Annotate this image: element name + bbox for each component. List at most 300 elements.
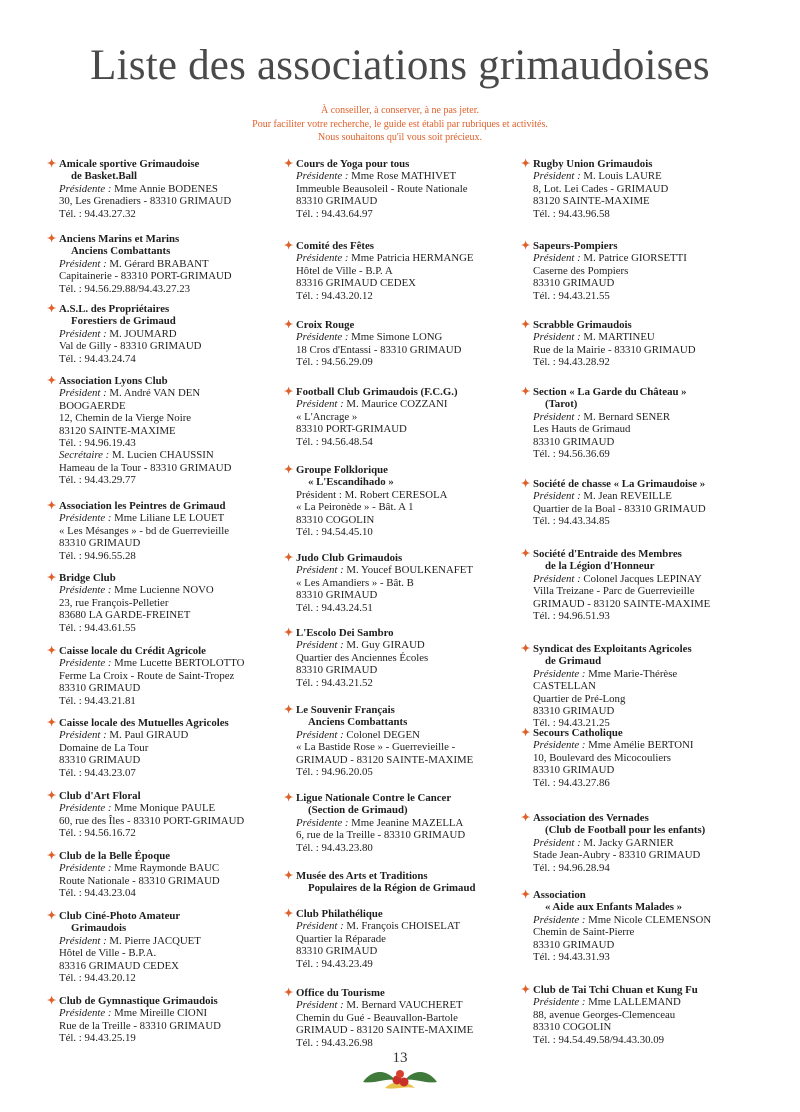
association-name-text: Rugby Union Grimaudois	[533, 158, 653, 170]
association-name-line: (Tarot)	[545, 398, 578, 411]
association-name	[284, 627, 518, 639]
association-name-text: Club de Gymnastique Grimaudois	[59, 995, 218, 1007]
role-label: Secrétaire :	[59, 449, 110, 462]
association-name-text: Club Ciné-Photo Amateur	[59, 910, 181, 922]
role-label: Président :	[59, 327, 107, 340]
association-name-text: Syndicat des Exploitants Agricoles	[533, 643, 692, 655]
association-name-text: Office du Tourisme	[296, 987, 385, 999]
association-name	[47, 717, 279, 729]
association-name	[521, 889, 753, 901]
association-name-text: Sapeurs-Pompiers	[533, 240, 618, 252]
association-name-text: Association	[533, 889, 586, 901]
address-line: Tél. : 94.43.24.51	[296, 601, 373, 614]
address-line: 83310 GRIMAUD	[533, 764, 615, 777]
star-bullet-icon: ✦	[284, 464, 294, 476]
association-entry	[47, 717, 279, 779]
star-bullet-icon: ✦	[284, 240, 294, 252]
address-line: GRIMAUD - 83120 SAINTE-MAXIME	[296, 1024, 474, 1037]
star-bullet-icon: ✦	[47, 717, 57, 729]
person-name: Mme Mireille CIONI	[114, 1007, 208, 1020]
address-line: Les Hauts de Grimaud	[533, 423, 631, 436]
address-line: BOOGAERDE	[59, 399, 126, 412]
address-line: Tél. : 94.56.36.69	[533, 448, 610, 461]
association-entry	[47, 790, 279, 840]
association-name-text: Club d'Art Floral	[59, 790, 141, 802]
association-name	[47, 303, 279, 315]
role-label: Président :	[533, 331, 581, 344]
association-entry	[47, 645, 279, 707]
person-name: Mme LALLEMAND	[588, 996, 681, 1009]
address-line: Chemin de Saint-Pierre	[533, 926, 635, 939]
role-label: Président :	[533, 252, 581, 265]
address-line: 83316 GRIMAUD CEDEX	[59, 959, 179, 972]
association-name	[284, 319, 518, 331]
association-name-line: (Section de Grimaud)	[308, 804, 408, 817]
address-line: Tél. : 94.54.49.58/94.43.30.09	[533, 1033, 665, 1046]
president-line	[296, 252, 518, 264]
association-name	[284, 987, 518, 999]
page-number: 13	[392, 1050, 408, 1066]
role-label: Présidente :	[533, 996, 586, 1009]
association-entry	[284, 240, 518, 302]
role-label: Président :	[533, 490, 581, 503]
star-bullet-icon: ✦	[47, 233, 57, 245]
president-line	[533, 837, 753, 849]
address-line: Tél. : 94.56.16.72	[59, 827, 136, 840]
person-name: M. MARTINEU	[583, 331, 655, 344]
president-line	[533, 490, 753, 502]
address-line: Quartier des Anciennes Écoles	[296, 651, 429, 664]
star-bullet-icon: ✦	[47, 995, 57, 1007]
president-line	[59, 584, 279, 596]
address-line: Immeuble Beausoleil - Route Nationale	[296, 182, 468, 195]
person-name: M. Gérard BRABANT	[109, 257, 209, 270]
association-name-line: de Basket.Ball	[71, 170, 137, 183]
association-name	[284, 704, 518, 716]
association-name	[47, 375, 279, 387]
association-name-text: Football Club Grimaudois (F.C.G.)	[296, 386, 458, 398]
association-entry	[521, 158, 753, 220]
address-line: Tél. : 94.43.26.98	[296, 1036, 373, 1049]
president-line	[296, 489, 518, 501]
address-line: 83310 GRIMAUD	[533, 938, 615, 951]
association-name-text: Amicale sportive Grimaudoise	[59, 158, 200, 170]
president-line	[59, 802, 279, 814]
association-name-text: Musée des Arts et Traditions	[296, 870, 428, 882]
association-entry	[284, 704, 518, 779]
association-name-text: Caisse locale des Mutuelles Agricoles	[59, 717, 229, 729]
star-bullet-icon: ✦	[521, 548, 531, 560]
president-line	[533, 170, 753, 182]
role-label: Président :	[533, 170, 581, 183]
role-label: Président :	[533, 572, 581, 585]
address-line: 83310 COGOLIN	[296, 513, 375, 526]
address-line: 83316 GRIMAUD CEDEX	[296, 277, 416, 290]
association-entry	[521, 984, 753, 1046]
role-label: Présidente :	[296, 816, 349, 829]
address-line: 83310 GRIMAUD	[59, 682, 141, 695]
association-entry	[47, 500, 279, 562]
role-label: Président :	[59, 934, 107, 947]
person-name: Mme Annie BODENES	[114, 182, 218, 195]
address-line: 83310 GRIMAUD	[296, 945, 378, 958]
address-line: Tél. : 94.43.20.12	[59, 972, 136, 985]
person-name: Mme Lucienne NOVO	[114, 584, 214, 597]
address-line: Tél. : 94.43.21.55	[533, 289, 610, 302]
association-name-line: « L'Escandihado »	[308, 476, 394, 489]
address-line: 83310 COGOLIN	[533, 1021, 612, 1034]
association-name-text: Club de la Belle Époque	[59, 850, 170, 862]
association-name-text: Bridge Club	[59, 572, 116, 584]
association-entry	[284, 627, 518, 689]
person-name: M. Youcef BOULKENAFET	[346, 564, 473, 577]
star-bullet-icon: ✦	[284, 627, 294, 639]
star-bullet-icon: ✦	[521, 727, 531, 739]
association-entry	[284, 792, 518, 854]
president-line	[59, 387, 279, 399]
address-line: Tél. : 94.96.51.93	[533, 610, 610, 623]
association-entry	[47, 910, 279, 985]
address-line: Tél. : 94.43.21.81	[59, 694, 136, 707]
association-entry	[521, 643, 753, 730]
address-line: Tél. : 94.43.29.77	[59, 474, 136, 487]
star-bullet-icon: ✦	[284, 386, 294, 398]
address-line: Tél. : 94.56.48.54	[296, 435, 373, 448]
address-line: 30, Les Grenadiers - 83310 GRIMAUD	[59, 195, 232, 208]
person-name: M. Lucien CHAUSSIN	[111, 449, 214, 462]
president-line	[296, 639, 518, 651]
star-bullet-icon: ✦	[521, 319, 531, 331]
person-name: Colonel Jacques LEPINAY	[583, 572, 702, 585]
star-bullet-icon: ✦	[521, 812, 531, 824]
address-line: Tél. : 94.43.34.85	[533, 515, 610, 528]
address-line: 12, Chemin de la Vierge Noire	[59, 412, 192, 425]
president-line	[59, 862, 279, 874]
association-name	[47, 645, 279, 657]
address-line: 83310 GRIMAUD	[296, 589, 378, 602]
person-name: M. Pierre JACQUET	[109, 934, 201, 947]
president-line	[59, 258, 279, 270]
association-name	[521, 386, 753, 398]
address-line: GRIMAUD - 83120 SAINTE-MAXIME	[533, 597, 711, 610]
address-line: « La Peironède » - Bât. A 1	[296, 501, 414, 514]
association-name	[284, 464, 518, 476]
person-name: M. JOUMARD	[109, 327, 177, 340]
association-entry	[47, 375, 279, 487]
address-line: Tél. : 94.43.20.12	[296, 289, 373, 302]
association-name	[47, 233, 279, 245]
association-name	[521, 984, 753, 996]
role-label: Président :	[296, 398, 344, 411]
secretary-line	[59, 449, 279, 461]
president-line	[533, 252, 753, 264]
association-entry	[47, 995, 279, 1045]
address-line: 83310 GRIMAUD	[533, 435, 615, 448]
role-label: Présidente :	[296, 170, 349, 183]
role-label: Présidente :	[533, 739, 586, 752]
star-bullet-icon: ✦	[47, 645, 57, 657]
address-line: 6, rue de la Treille - 83310 GRIMAUD	[296, 829, 466, 842]
association-name-text: Société de chasse « La Grimaudoise »	[533, 478, 706, 490]
president-line	[533, 668, 753, 680]
address-line: Villa Treizane - Parc de Guerrevieille	[533, 585, 695, 598]
address-line: Tél. : 94.43.61.55	[59, 621, 136, 634]
address-line: Chemin du Gué - Beauvallon-Bartole	[296, 1011, 458, 1024]
association-name	[521, 812, 753, 824]
president-line	[296, 331, 518, 343]
address-line: 83310 GRIMAUD	[533, 705, 615, 718]
association-name-text: L'Escolo Dei Sambro	[296, 627, 394, 639]
person-name: Mme Patricia HERMANGE	[351, 252, 474, 265]
association-name	[47, 850, 279, 862]
president-line	[296, 920, 518, 932]
person-name: M. Patrice GIORSETTI	[583, 252, 687, 265]
star-bullet-icon: ✦	[521, 158, 531, 170]
association-name	[47, 790, 279, 802]
person-name: M. Bernard SENER	[583, 410, 671, 423]
association-name	[521, 478, 753, 490]
star-bullet-icon: ✦	[521, 889, 531, 901]
address-line: Tél. : 94.43.64.97	[296, 207, 373, 220]
address-line: 18 Cros d'Entassi - 83310 GRIMAUD	[296, 343, 462, 356]
address-line: 60, rue des Îles - 83310 PORT-GRIMAUD	[59, 814, 245, 827]
president-line	[59, 328, 279, 340]
association-name-text: Scrabble Grimaudois	[533, 319, 632, 331]
address-line: Rue de la Mairie - 83310 GRIMAUD	[533, 343, 696, 356]
intro-line-1: À conseiller, à conserver, à ne pas jeter.	[320, 105, 480, 116]
star-bullet-icon: ✦	[284, 908, 294, 920]
address-line: Tél. : 94.43.23.49	[296, 957, 373, 970]
address-line: Domaine de La Tour	[59, 741, 149, 754]
association-name-line: (Club de Football pour les enfants)	[545, 824, 706, 837]
address-line: CASTELLAN	[533, 680, 596, 693]
page-title: Liste des associations grimaudoises	[90, 42, 710, 89]
association-name-line: Forestiers de Grimaud	[71, 315, 176, 328]
president-line	[59, 935, 279, 947]
address-line: Tél. : 94.96.55.28	[59, 549, 136, 562]
address-line: Val de Gilly - 83310 GRIMAUD	[59, 340, 202, 353]
star-bullet-icon: ✦	[521, 643, 531, 655]
association-name	[284, 552, 518, 564]
star-bullet-icon: ✦	[521, 984, 531, 996]
address-line: Caserne des Pompiers	[533, 264, 629, 277]
address-line: Tél. : 94.43.28.92	[533, 356, 610, 369]
person-name: M. François CHOISELAT	[346, 920, 461, 933]
address-line: Tél. : 94.43.24.74	[59, 352, 136, 365]
person-name: Mme Rose MATHIVET	[351, 170, 457, 183]
role-label: Président :	[533, 410, 581, 423]
role-label: Présidente :	[296, 252, 349, 265]
association-entry	[284, 552, 518, 614]
association-entry	[47, 158, 279, 220]
address-line: 83310 GRIMAUD	[296, 664, 378, 677]
association-entry	[521, 812, 753, 874]
role-label: Président :	[59, 387, 107, 400]
person-name: Mme Monique PAULE	[114, 802, 216, 815]
association-name	[47, 910, 279, 922]
star-bullet-icon: ✦	[47, 500, 57, 512]
address-line: 23, rue François-Pelletier	[59, 596, 169, 609]
star-bullet-icon: ✦	[47, 910, 57, 922]
star-bullet-icon: ✦	[284, 987, 294, 999]
association-name-text: Comité des Fêtes	[296, 240, 374, 252]
address-line: 83310 PORT-GRIMAUD	[296, 423, 407, 436]
association-name	[284, 386, 518, 398]
role-label: Présidente :	[59, 1007, 112, 1020]
address-line: Capitainerie - 83310 PORT-GRIMAUD	[59, 270, 232, 283]
association-name	[284, 158, 518, 170]
role-label: Présidente :	[59, 182, 112, 195]
association-name-text: Section « La Garde du Château »	[533, 386, 687, 398]
person-name: M. Jean REVEILLE	[583, 490, 672, 503]
person-name: M. Guy GIRAUD	[346, 639, 425, 652]
address-line: Quartier de Pré-Long	[533, 692, 626, 705]
intro-line-3: Nous souhaitons qu'il vous soit précieux.	[317, 132, 482, 143]
star-bullet-icon: ✦	[47, 375, 57, 387]
address-line: Tél. : 94.43.27.32	[59, 207, 136, 220]
address-line: Tél. : 94.43.96.58	[533, 207, 610, 220]
association-entry	[47, 233, 279, 295]
address-line: Tél. : 94.43.23.07	[59, 766, 136, 779]
address-line: 83310 GRIMAUD	[296, 195, 378, 208]
role-label: Présidente :	[59, 657, 112, 670]
address-line: Rue de la Treille - 83310 GRIMAUD	[59, 1019, 221, 1032]
address-line: Ferme La Croix - Route de Saint-Tropez	[59, 669, 235, 682]
address-line: Tél. : 94.43.31.93	[533, 951, 610, 964]
association-name-line: Anciens Combattants	[71, 245, 171, 258]
star-bullet-icon: ✦	[521, 240, 531, 252]
address-line: GRIMAUD - 83120 SAINTE-MAXIME	[296, 753, 474, 766]
president-line	[533, 739, 753, 751]
address-line: Tél. : 94.96.28.94	[533, 861, 610, 874]
association-entry	[284, 158, 518, 220]
role-label: Président :	[296, 564, 344, 577]
role-label: Présidente :	[533, 913, 586, 926]
role-label: Présidente :	[59, 584, 112, 597]
person-name: Mme Lucette BERTOLOTTO	[114, 657, 245, 670]
holly-decoration-icon	[355, 1058, 445, 1098]
star-bullet-icon: ✦	[284, 704, 294, 716]
president-line	[296, 817, 518, 829]
address-line: Quartier la Réparade	[296, 932, 386, 945]
association-entry	[521, 727, 753, 789]
address-line: « Les Amandiers » - Bât. B	[296, 576, 414, 589]
role-label: Président :	[296, 999, 344, 1012]
address-line: 83120 SAINTE-MAXIME	[533, 195, 650, 208]
person-name: M. Maurice COZZANI	[346, 398, 448, 411]
person-name: Mme Liliane LE LOUET	[114, 512, 225, 525]
association-entry	[521, 889, 753, 964]
association-name	[521, 548, 753, 560]
star-bullet-icon: ✦	[284, 158, 294, 170]
association-name	[284, 908, 518, 920]
person-name: Mme Nicole CLEMENSON	[588, 913, 712, 926]
president-line	[533, 573, 753, 585]
association-entry	[47, 303, 279, 365]
association-name	[47, 500, 279, 512]
association-entry	[284, 870, 518, 895]
address-line: Tél. : 94.43.23.04	[59, 887, 136, 900]
association-name	[521, 727, 753, 739]
association-name-line: Grimaudois	[71, 922, 127, 935]
address-line: Tél. : 94.56.29.88/94.43.27.23	[59, 282, 191, 295]
address-line: « Les Mésanges » - bd de Guerrevieille	[59, 524, 229, 537]
association-entry	[521, 386, 753, 461]
president-line	[59, 729, 279, 741]
association-name-text: Caisse locale du Crédit Agricole	[59, 645, 206, 657]
intro-line-2: Pour faciliter votre recherche, le guide est établi par rubriques et activités.	[252, 118, 548, 130]
association-name-text: Association les Peintres de Grimaud	[59, 500, 226, 512]
role-label: Présidente :	[59, 512, 112, 525]
address-line: 83310 GRIMAUD	[59, 754, 141, 767]
association-name	[47, 995, 279, 1007]
association-name-text: Anciens Marins et Marins	[59, 233, 180, 245]
person-name: M. Louis LAURE	[583, 170, 662, 183]
association-name-text: Société d'Entraide des Membres	[533, 548, 682, 560]
association-entry	[521, 319, 753, 369]
address-line: 83680 LA GARDE-FREINET	[59, 609, 191, 622]
association-name-text: A.S.L. des Propriétaires	[59, 303, 170, 315]
address-line: Hameau de la Tour - 83310 GRIMAUD	[59, 461, 232, 474]
address-line: Hôtel de Ville - B.P. A	[296, 264, 393, 277]
person-name: M. Jacky GARNIER	[583, 836, 674, 849]
role-label: Président :	[296, 728, 344, 741]
association-name	[521, 643, 753, 655]
intro-text	[0, 104, 800, 145]
star-bullet-icon: ✦	[47, 303, 57, 315]
association-name-line: Anciens Combattants	[308, 716, 408, 729]
person-name: Colonel DEGEN	[346, 728, 420, 741]
star-bullet-icon: ✦	[284, 870, 294, 882]
star-bullet-icon: ✦	[284, 319, 294, 331]
address-line: Stade Jean-Aubry - 83310 GRIMAUD	[533, 849, 701, 862]
person-name: Mme Simone LONG	[351, 331, 443, 344]
star-bullet-icon: ✦	[284, 792, 294, 804]
star-bullet-icon: ✦	[47, 790, 57, 802]
address-line: Route Nationale - 83310 GRIMAUD	[59, 874, 220, 887]
person-name: Mme Raymonde BAUC	[114, 862, 220, 875]
star-bullet-icon: ✦	[284, 552, 294, 564]
address-line: Tél. : 94.43.23.80	[296, 841, 373, 854]
person-name: M. Bernard VAUCHERET	[346, 999, 463, 1012]
person-name: Mme Jeanine MAZELLA	[351, 816, 464, 829]
association-name-text: Club Philathélique	[296, 908, 383, 920]
role-label: Présidente :	[59, 862, 112, 875]
association-entry	[47, 572, 279, 634]
star-bullet-icon: ✦	[47, 158, 57, 170]
address-line: « L'Ancrage »	[296, 410, 358, 423]
association-name-text: Croix Rouge	[296, 319, 355, 331]
association-name-text: Secours Catholique	[533, 727, 623, 739]
association-name-text: Association Lyons Club	[59, 375, 168, 387]
association-entry	[284, 464, 518, 539]
president-line	[533, 996, 753, 1008]
association-name-text: Le Souvenir Français	[296, 704, 395, 716]
address-line: Tél. : 94.43.21.52	[296, 676, 373, 689]
address-line: Hôtel de Ville - B.P.A.	[59, 947, 157, 960]
president-line	[296, 170, 518, 182]
address-line: Tél. : 94.54.45.10	[296, 526, 373, 539]
address-line: 8, Lot. Lei Cades - GRIMAUD	[533, 182, 669, 195]
address-line: 88, avenue Georges-Clemenceau	[533, 1008, 676, 1021]
association-entry	[521, 240, 753, 302]
address-line: Tél. : 94.43.25.19	[59, 1032, 136, 1045]
address-line: 10, Boulevard des Micocouliers	[533, 751, 671, 764]
association-entry	[47, 850, 279, 900]
role-label: Président :	[296, 920, 344, 933]
star-bullet-icon: ✦	[521, 478, 531, 490]
association-name-line: de la Légion d'Honneur	[545, 560, 655, 573]
